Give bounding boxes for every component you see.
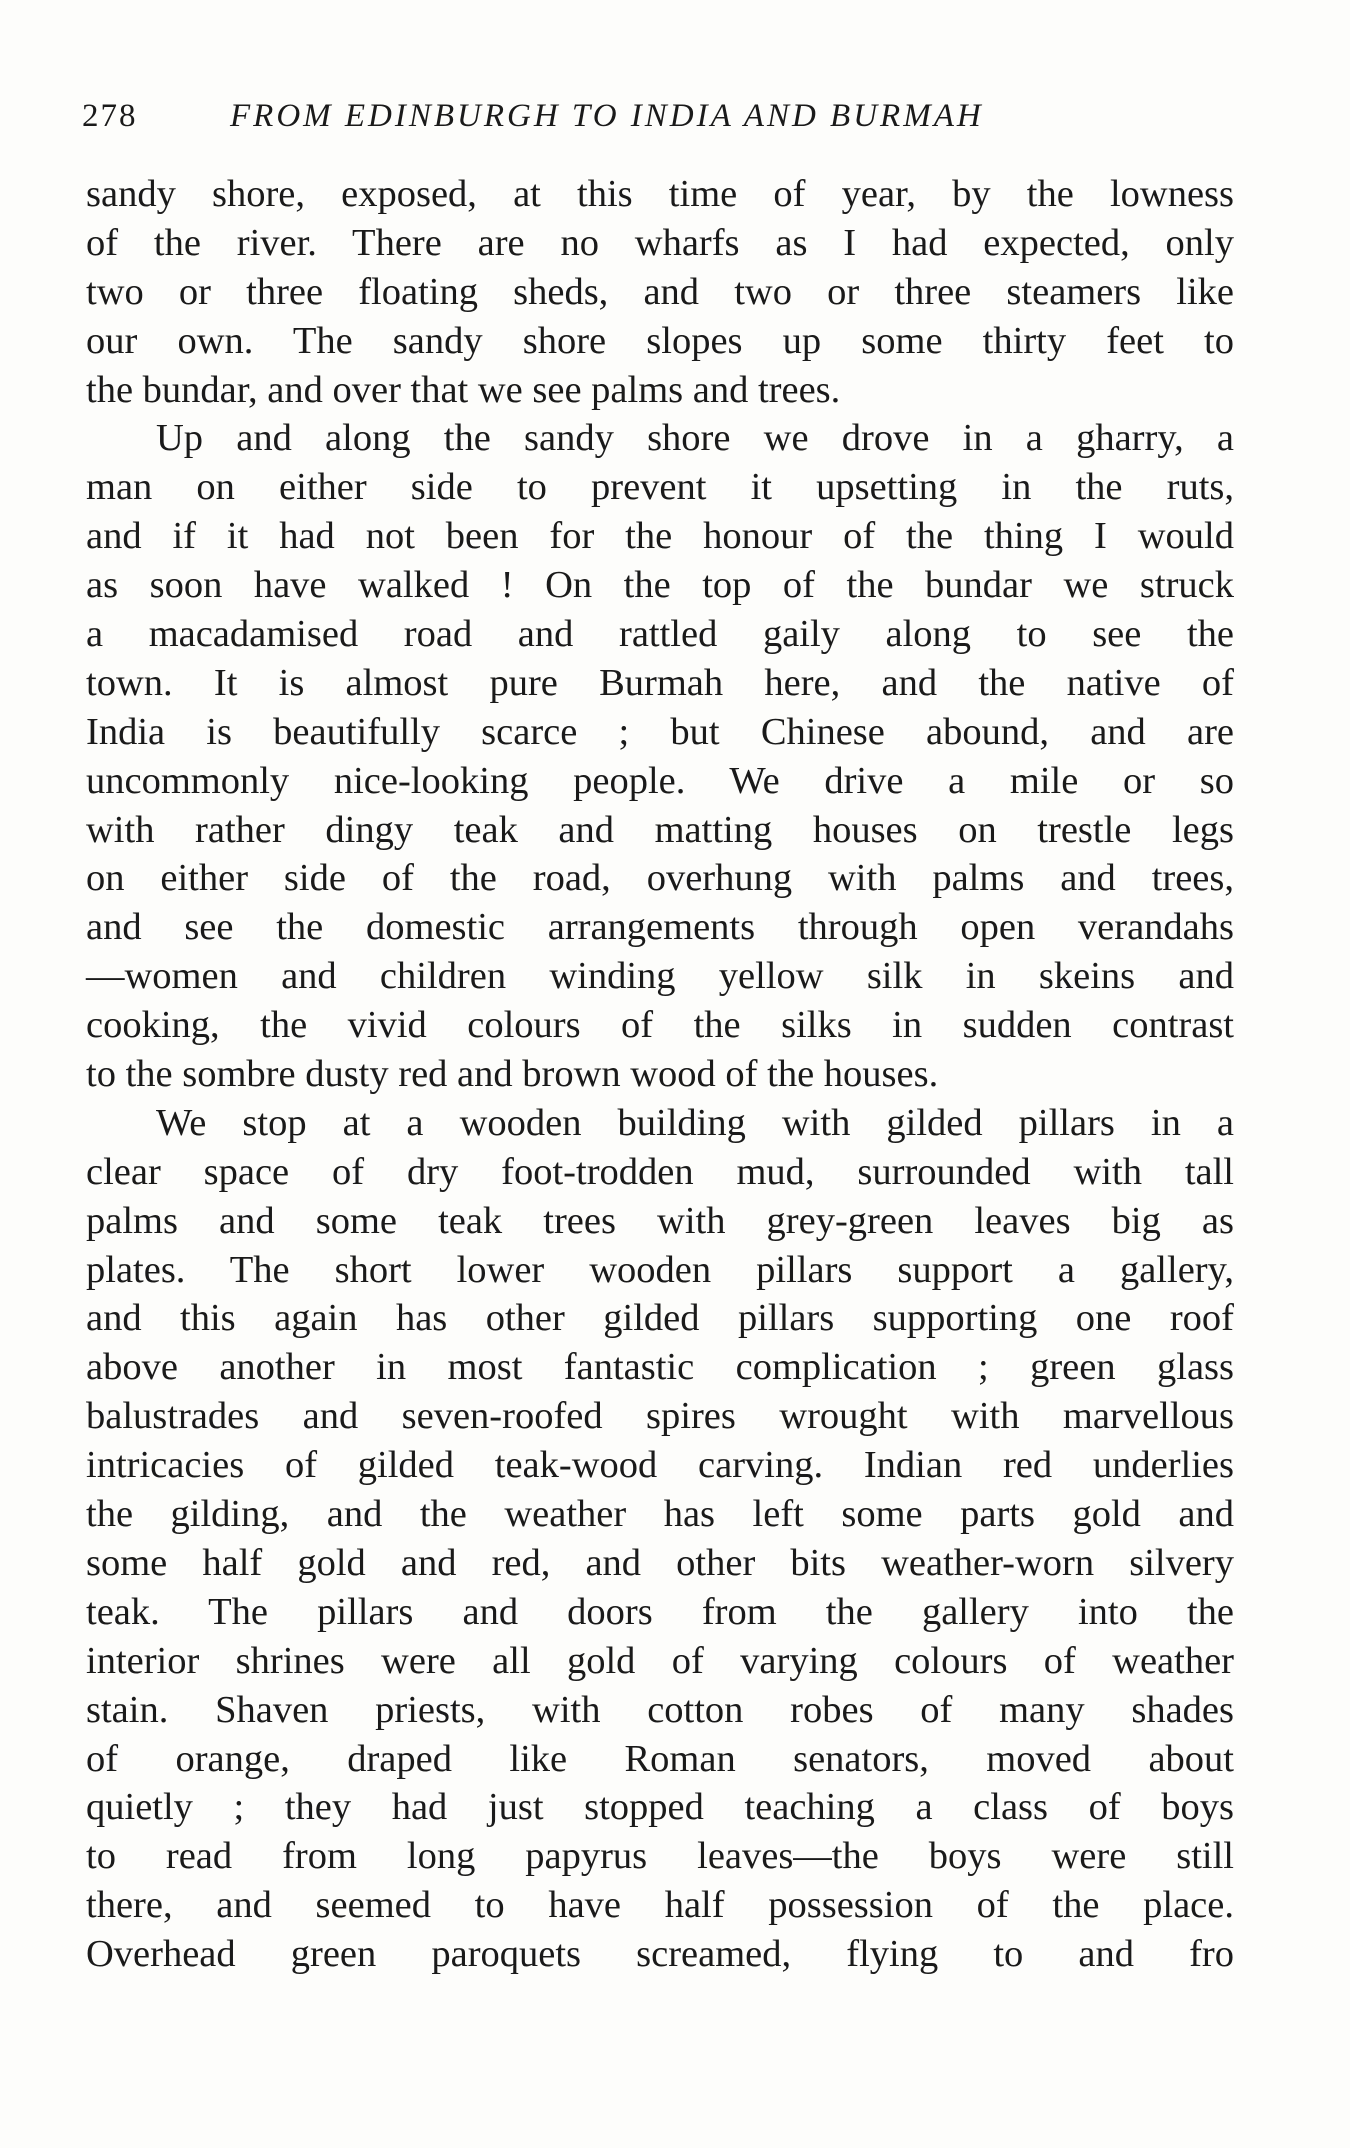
text-line: cooking, the vivid colours of the silks in sudden contrast bbox=[86, 1004, 1234, 1047]
text-line: quietly ; they had just stopped teaching a class of boys bbox=[86, 1786, 1234, 1829]
text-line: there, and seemed to have half possession of the place. bbox=[86, 1884, 1234, 1927]
text-line: some half gold and red, and other bits weather-worn silvery bbox=[86, 1541, 1234, 1584]
body-text bbox=[86, 170, 1234, 1979]
paragraph-first-line: We stop at a wooden building with gilded pillars in a bbox=[156, 1101, 1234, 1144]
text-line: on either side of the road, overhung with palms and trees, bbox=[86, 857, 1234, 900]
text-line: of orange, draped like Roman senators, moved about bbox=[86, 1737, 1234, 1780]
text-line: teak. The pillars and doors from the gallery into the bbox=[86, 1590, 1234, 1633]
text-line: uncommonly nice-looking people. We drive a mile or so bbox=[86, 759, 1234, 802]
page-number: 278 bbox=[82, 98, 138, 134]
text-line: plates. The short lower wooden pillars support a gallery, bbox=[86, 1248, 1234, 1291]
text-line: India is beautifully scarce ; but Chinese abound, and are bbox=[86, 710, 1234, 753]
text-line: above another in most fantastic complication ; green glass bbox=[86, 1346, 1234, 1389]
text-line: our own. The sandy shore slopes up some thirty feet to bbox=[86, 319, 1234, 362]
text-line: two or three floating sheds, and two or three steamers like bbox=[86, 270, 1234, 313]
text-line: intricacies of gilded teak-wood carving. Indian red underlies bbox=[86, 1444, 1234, 1487]
text-line: clear space of dry foot-trodden mud, surrounded with tall bbox=[86, 1150, 1234, 1193]
running-head bbox=[82, 96, 1262, 136]
text-line: interior shrines were all gold of varying colours of weather bbox=[86, 1639, 1234, 1682]
text-line: with rather dingy teak and matting houses on trestle legs bbox=[86, 808, 1234, 851]
text-line: the bundar, and over that we see palms and trees. bbox=[86, 368, 841, 411]
text-line: to read from long papyrus leaves—the boys were still bbox=[86, 1835, 1234, 1878]
running-title: FROM EDINBURGH TO INDIA AND BURMAH bbox=[230, 98, 984, 134]
text-line: Overhead green paroquets screamed, flying to and fro bbox=[86, 1933, 1234, 1976]
text-line: balustrades and seven-roofed spires wrought with marvellous bbox=[86, 1395, 1234, 1438]
paragraph-first-line: Up and along the sandy shore we drove in a gharry, a bbox=[156, 417, 1234, 460]
text-line: —women and children winding yellow silk in skeins and bbox=[86, 955, 1234, 998]
text-line: sandy shore, exposed, at this time of year, by the lowness bbox=[86, 173, 1234, 215]
text-line: to the sombre dusty red and brown wood of the houses. bbox=[86, 1053, 939, 1096]
text-line: man on either side to prevent it upsetting in the ruts, bbox=[86, 466, 1234, 509]
text-line: a macadamised road and rattled gaily along to see the bbox=[86, 613, 1234, 656]
text-line: palms and some teak trees with grey-green leaves big as bbox=[86, 1199, 1234, 1242]
text-line: town. It is almost pure Burmah here, and the native of bbox=[86, 661, 1234, 704]
text-line: and see the domestic arrangements through open verandahs bbox=[86, 906, 1234, 949]
text-line: the gilding, and the weather has left some parts gold and bbox=[86, 1493, 1234, 1536]
text-line: of the river. There are no wharfs as I had expected, only bbox=[86, 221, 1234, 264]
text-line: stain. Shaven priests, with cotton robes of many shades bbox=[86, 1688, 1234, 1731]
text-line: as soon have walked ! On the top of the bundar we struck bbox=[86, 564, 1234, 607]
text-line: and this again has other gilded pillars supporting one roof bbox=[86, 1297, 1234, 1340]
text-line: and if it had not been for the honour of the thing I would bbox=[86, 515, 1234, 558]
